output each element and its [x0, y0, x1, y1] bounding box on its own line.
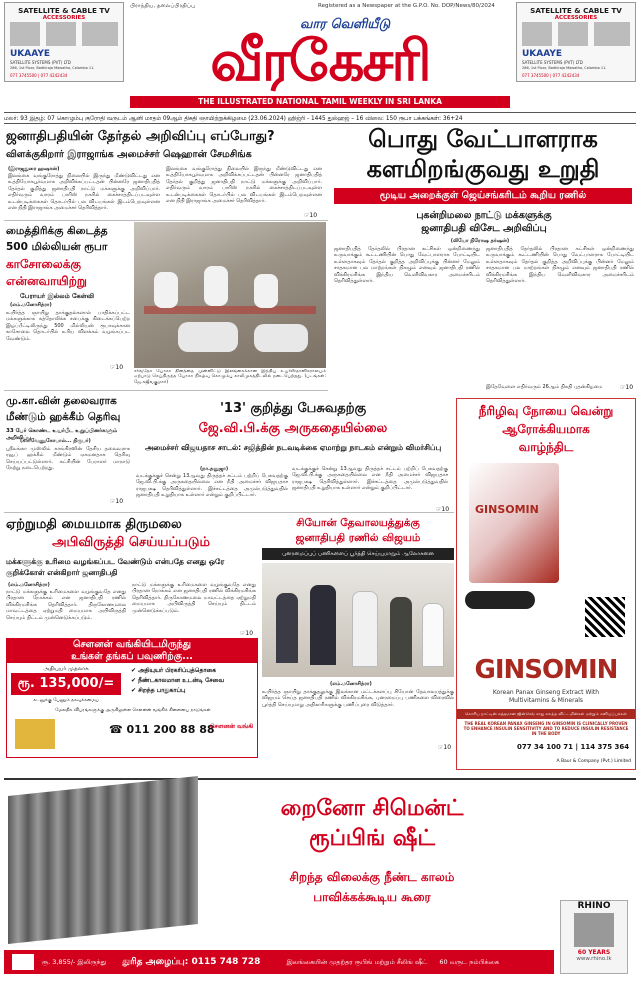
ad-pawning[interactable]	[6, 638, 258, 758]
story5-subhead: 33 பேர் கொண்ட உயர்பீட உறுப்பினர்களும் அறிவிப்பு	[6, 428, 118, 441]
story5-byline: (கார்வேணுகோபால்... நிருபர்)	[20, 438, 91, 444]
masthead-title: வீரகேசரி	[210, 29, 430, 94]
ad-title: SATELLITE & CABLE TV	[18, 6, 110, 15]
story5-body: ஸ்ரீலங்கா முஸ்லிம் காங்கிரஸின் தேசிய தலைவராக ரவூப் ஹக்கீம் மீண்டும் ஏகமனதாக தெரிவு செய்யப்பட்டுள்ளார். கட்சியின் பேராளர் மாநாடு நேற்று நடைபெற்றது.	[6, 446, 130, 472]
ad-satellite-right[interactable]	[516, 2, 636, 82]
story1-subhead: விளக்குகிறார் இராஜாங்க அமைச்சர் ஷெஹான் சேமசிங்க	[6, 149, 252, 160]
story4-footer: இதேவேளை எதிர்வரும் 26ஆம் திகதி புதன்கிழமை	[486, 384, 603, 390]
product-image	[82, 22, 118, 46]
product-image	[46, 22, 76, 46]
rhino-icon	[574, 913, 614, 947]
story6-subhead: அமைச்சர் விஜயதாச சாடல்: சஜித்தின் நடவடிக்கை ஏமாற்று நாடகம் என்றும் விமர்சிப்பு	[144, 443, 442, 452]
ad-ginsomin-brand: GINSOMIN	[474, 655, 618, 685]
story3-headline-line2[interactable]: 500 மில்லியன் ரூபா	[6, 241, 108, 253]
ad-pawning-hotline[interactable]: ☎ 011 200 88 88	[109, 723, 215, 736]
divider	[4, 220, 328, 221]
ad-ginsomin-distributor: A Baur & Company (Pvt.) Limited	[556, 759, 631, 764]
ad-address: 286, 1st Floor, Bodhiraja Mawatha, Colombo 11.	[522, 66, 607, 70]
story5-headline-line2[interactable]: மீண்டும் ஹக்கீம் தெரிவு	[6, 411, 121, 423]
story6-jump[interactable]: ☞10	[436, 506, 450, 513]
capsule-image	[465, 591, 535, 609]
story1-headline[interactable]: ஜனாதிபதியின் தேர்தல் அறிவிப்பு எப்போது?	[6, 129, 275, 144]
dateline: மலர்: 93 இதழ்: 07 கொழும்பு குரோதி வருடம் ஆனி மாதம் 09ஆம் திகதி ஞாயிற்றுக்கிழமை (23.06.2024) ஹிஜ்ரி - 1445 துல்ஹஜ் – 16 விலை: 150 ரூபா பக்கங்கள்: 36+24	[4, 112, 636, 124]
story1-body-col2: இலங்கை வங்குரோத்து நிலையில் இருந்து மீண்டுவிட்டது என உத்தியோகபூர்வமாக அறிவிக்கப்பட்டதன் பின்னரே ஜனாதிபதித் தேர்தல் குறித்து ஜனாதிபதி நாட்டு மக்களுக்கு அறிவிப்பார். எதிர்வரும் வாரம் பாரிஸ் நகரில் கைச்சாத்திடப்படவுள்ள உடன்படிக்கைகள் தொடர்பில் பல விடயங்கள் இடம்பெறவுள்ளன என நிதி இராஜாங்க அமைச்சர் தெரிவித்தார்.	[166, 166, 322, 205]
photo-caption: சர்வதேச யோகா தினத்தை முன்னிட்டு இலங்கைக்கான இந்திய உயர்ஸ்தானிகராலயம் ஏற்பாடு செய்திருந்த யோகா நிகழ்வு கொழும்பு காலிமுகத்திடலில் நடைபெற்றது. (படங்கள்: ஜே.சுஜீவகுமார்)	[134, 369, 326, 385]
story4-headline-line2[interactable]: ஜனாதிபதி விசேட அறிவிப்பு	[421, 223, 547, 234]
ad-subtitle: ACCESSORIES	[554, 15, 598, 21]
story5-headline-line1[interactable]: மு.கா.வின் தலைவராக	[6, 395, 117, 407]
product-box-image: GINSOMIN	[469, 463, 559, 583]
ad-pawning-header: சௌனன் வங்கியிடமிருந்து உங்கள் தங்கப் பவுணிற்கு...	[7, 639, 257, 663]
ad-pawning-brand: சௌனன் வங்கி	[209, 723, 253, 730]
story3-jump[interactable]: ☞10	[110, 364, 124, 371]
award-logo	[15, 719, 55, 749]
lead-subhead: மூடிய அறைக்குள் ஜெய்சங்கரிடம் கூறிய ரணில்	[334, 188, 632, 204]
story4-byline: (லியோ நிரோஷ தர்ஷன்)	[450, 238, 510, 244]
story4-headline-line1[interactable]: புகன்றிமலை நாட்டு மக்களுக்கு	[416, 210, 552, 221]
story3-reporter: (எம்.மனோசித்ரா)	[10, 302, 52, 308]
ad-ginsomin-phone: 077 34 100 71 | 114 375 364	[517, 743, 630, 751]
story7-body-col2: நாட்டு மக்களுக்கு உரிமைகளை வழங்குவதே எனது பிரதான நோக்கம் என ஜனாதிபதி ரணில் விக்கிரமசிங்க தெரிவித்தார். திருகோணமலை மாவட்டத்தை ஏற்றுமதி மையமாக அபிவிருத்தி செய்யும் திட்டம் முன்னெடுக்கப்படும்.	[132, 582, 256, 614]
roofing-sheet-image	[8, 776, 198, 944]
product-image	[522, 22, 552, 46]
story7-jump[interactable]: ☞10	[240, 630, 254, 637]
story7-headline-line2[interactable]: அபிவிருத்தி செய்யப்படும்	[52, 535, 210, 550]
story4-jump[interactable]: ☞10	[620, 384, 634, 391]
story8-headline-line2[interactable]: ஜனாதிபதி ரணில் விஜயம்	[295, 532, 421, 544]
ad-phone: 077 3745500 | 077 4242434	[10, 73, 68, 78]
ad-ginsomin-line1: நீரிழிவு நோயை வென்று	[478, 404, 614, 418]
masthead-tag-left: பிராந்திய, தலைப்பிரதிப்பு	[130, 3, 195, 9]
story3-byline: பேராயர் இல்லம் கேள்வி	[20, 292, 95, 300]
lead-headline-line1[interactable]: பொது வேட்பாளராக	[368, 125, 598, 153]
masthead-subtitle: THE ILLUSTRATED NATIONAL TAMIL WEEKLY IN SRI LANKA	[130, 96, 510, 108]
ad-pawning-price: ரூ. 135,000/=	[11, 673, 121, 695]
ad-ginsomin[interactable]	[456, 398, 636, 770]
story7-body: நாட்டு மக்களுக்கு உரிமைகளை வழங்குவதே எனது பிரதான நோக்கம் என ஜனாதிபதி ரணில் விக்கிரமசிங்க தெரிவித்தார். திருகோணமலை மாவட்டத்தை ஏற்றுமதி மையமாக அபிவிருத்தி செய்யும் திட்டம் முன்னெடுக்கப்படும்.	[6, 589, 126, 621]
ad-company: SATELLITE SYSTEMS (PVT) LTD	[10, 60, 71, 65]
ad-rhino-footer-bar: ரூ. 3,855/- இலிருந்து துரித அழைப்பு: 0115 748 728 இலங்கையின் முதற்தர ரூபிங் மற்றும் சீலிங் ஷீட் 60 வருட நம்பிக்கை	[4, 950, 554, 974]
story1-byline: (இராஜதுரை ஹஷான்)	[8, 166, 60, 172]
story3-body: உயிர்த்த ஞாயிறு தாக்குதல்களால் பாதிக்கப்பட்ட மக்களுக்காக கத்தோலிக்க சபைக்கு கிடைக்கப்பெற்ற இழப்பீட்டிலிருந்து 500 மில்லியன் ரூபாவுக்கான காசோலை தொடர்பில் உரிய விளக்கம் வழங்கப்பட வேண்டும்.	[6, 310, 130, 342]
story3-headline-line1[interactable]: மைத்திரிக்கு கிடைத்த	[6, 225, 108, 237]
ad-ginsomin-desc-en: THE REAL KOREAN PANAX GINSENG IN GINSOMIN IS CLINICALLY PROVEN TO ENHANCE INSULIN SENSITIVITY AND TO REDUCE INSULIN RESISTANCE IN THE BODY	[463, 721, 629, 736]
ad-phone: 077 3745500 | 077 4242434	[522, 73, 580, 78]
product-image	[558, 22, 588, 46]
ad-rhino[interactable]	[4, 778, 636, 982]
story1-body: இலங்கை வங்குரோத்து நிலையில் இருந்து மீண்டுவிட்டது என உத்தியோகபூர்வமாக அறிவிக்கப்பட்டதன் பின்னரே ஜனாதிபதித் தேர்தல் குறித்து ஜனாதிபதி நாட்டு மக்களுக்கு அறிவிப்பார். எதிர்வரும் வாரம் பாரிஸ் நகரில் கைச்சாத்திடப்படவுள்ள உடன்படிக்கைகள் தொடர்பில் பல விடயங்கள் இடம்பெறவுள்ளன என நிதி இராஜாங்க அமைச்சர் தெரிவித்தார்.	[8, 173, 160, 212]
ad-ginsomin-tagline: Korean Panax Ginseng Extract With Multivitamins & Minerals	[492, 689, 600, 704]
story4-body-col2: ஜனாதிபதித் தேர்தலில் பிரதான கட்சிகள் ஒன்றிணைந்து உருவாக்கும் கூட்டணியின் பொது வேட்பாளராக போட்டியிட உள்ளதாகவும் தேர்தல் குறித்த அறிவிப்புக்கு பின்னர் மேலும் சாதகமான பல மாற்றங்கள் நிகழும் எனவும் ஜனாதிபதி ரணில் விக்கிரமசிங்க இந்திய வெளிவிவகார அமைச்சரிடம் தெரிவித்துள்ளார்.	[486, 246, 634, 285]
church-visit-photo	[262, 563, 454, 677]
story8-headline-line1[interactable]: சியோன் தேவாலயத்துக்கு	[296, 517, 420, 529]
weekend-label: வார வெளியீடு	[300, 17, 391, 32]
ad-brand: UKAAYE	[10, 49, 51, 59]
ad-subtitle: ACCESSORIES	[42, 15, 86, 21]
masthead-registration: Registered as a Newspaper at the G.P.O. No. DOP/News/80/2024	[318, 3, 495, 9]
story6-headline-line1[interactable]: '13' குறித்து பேசுவதற்கு	[219, 401, 367, 416]
divider	[4, 512, 454, 513]
story8-body: உயிர்த்த ஞாயிறு தாக்குதலுக்கு இலக்கான மட்டக்களப்பு சியோன் தேவாலயத்துக்கு விஜயம் செய்த ஜனாதிபதி ரணில் விக்கிரமசிங்க, புனரமைப்பு பணிகளை விரைவில் பூர்த்தி செய்யுமாறு அதிகாரிகளுக்கு பணிப்புரை விடுத்தார்.	[262, 689, 454, 708]
story6-byline: (நா.தனுஜா)	[200, 466, 229, 472]
story8-byline: (எம்.மனோசித்ரா)	[330, 681, 372, 687]
ad-ginsomin-desc-ta: கொரிய நாட்டின் சுத்தமான ஜின்செங் சாறு கலந்த விட்டமின்கள் மற்றும் கனியுப்புக்கள்	[457, 709, 635, 719]
product-image	[594, 22, 630, 46]
ad-pawning-bullet3: ✔ சிறந்த பாதுகாப்பு	[131, 687, 186, 694]
ad-rhino-line4: பாவிக்கக்கூடிய கூரை	[313, 890, 431, 904]
ad-rhino-line2: ரூப்பிங் ஷீட்	[308, 826, 436, 851]
story7-byline: (எம்.மனோசித்ரா)	[8, 582, 50, 588]
story1-jump[interactable]: ☞10	[304, 212, 318, 219]
story5-jump[interactable]: ☞10	[110, 498, 124, 505]
ad-pawning-price-label: அதியுயர் முதலாக	[43, 666, 89, 672]
ad-rhino-line3: சிறந்த விலைக்கு நீண்ட காலம்	[289, 870, 455, 884]
story7-headline-line1[interactable]: ஏற்றுமதி மையமாக திருமலை	[6, 517, 182, 532]
lead-headline-line2[interactable]: களமிறங்குவது உறுதி	[366, 155, 600, 183]
yoga-photo	[134, 222, 326, 368]
ad-title: SATELLITE & CABLE TV	[530, 6, 622, 15]
ad-rhino-line1: றைனோ சிமென்ட்	[280, 796, 464, 821]
divider	[4, 390, 328, 391]
story4-body: ஜனாதிபதித் தேர்தலில் பிரதான கட்சிகள் ஒன்றிணைந்து உருவாக்கும் கூட்டணியின் பொது வேட்பாளராக போட்டியிட உள்ளதாகவும் தேர்தல் குறித்த அறிவிப்புக்கு பின்னர் மேலும் சாதகமான பல மாற்றங்கள் நிகழும் எனவும் ஜனாதிபதி ரணில் விக்கிரமசிங்க இந்திய வெளிவிவகார அமைச்சரிடம் தெரிவித்துள்ளார்.	[334, 246, 480, 285]
product-image	[10, 22, 40, 46]
sls-mark-icon	[12, 954, 34, 970]
story6-body: வடக்குக்குச் சென்று 13ஆவது திருத்தச் சட்டம் பற்றிப் பேசுவதற்கு ஜே.வி.பி.க்கு அருகதையில்லை என நீதி அமைச்சர் விஜயதாச ராஜபக்ஷ தெரிவித்துள்ளார். இச்சட்டத்தை அமுல்படுத்துவதில் ஜனாதிபதி உறுதியாக உள்ளார் என்றும் குறிப்பிட்டார்.	[136, 473, 288, 499]
ad-pawning-bullet1: ✔ அதியுயர் பிரகரிப்புத்தொகை	[131, 667, 217, 674]
ad-pawning-note: கடனுக்கு பேணும் தகவுக்கமைய	[33, 698, 99, 703]
story8-jump[interactable]: ☞10	[438, 744, 452, 751]
story7-subhead: மக்களுக்கு உரிமை வழங்கப்பட வேண்டும் என்பதே எனது ஒரே குறிக்கோள் என்கிறார் ஜனாதிபதி	[6, 557, 225, 577]
story3-headline-line3[interactable]: காசோலைக்கு	[6, 257, 81, 271]
ad-satellite-left[interactable]	[4, 2, 124, 82]
story3-headline-line4[interactable]: என்னவாயிற்று	[6, 274, 87, 288]
ad-brand: UKAAYE	[522, 49, 563, 59]
story6-headline-line2[interactable]: ஜே.வி.பி.க்கு அருகதையில்லை	[198, 421, 388, 436]
ad-address: 286, 1st Floor, Bodhiraja Mawatha, Colombo 11.	[10, 66, 95, 70]
ad-ginsomin-line2: ஆரோக்கியமாக	[502, 422, 590, 436]
story8-subhead: புனரமைப்புப் பணிகளைப் பூர்த்தி செய்யுமாறும் ஆலோசனை	[262, 548, 454, 560]
story6-body-col2: வடக்குக்குச் சென்று 13ஆவது திருத்தச் சட்டம் பற்றிப் பேசுவதற்கு ஜே.வி.பி.க்கு அருகதையில்லை என நீதி அமைச்சர் விஜயதாச ராஜபக்ஷ தெரிவித்துள்ளார். இச்சட்டத்தை அமுல்படுத்துவதில் ஜனாதிபதி உறுதியாக உள்ளார் என்றும் குறிப்பிட்டார்.	[292, 466, 448, 492]
ad-pawning-footer: மேலதிக விபரங்களுக்கு அருகிலுள்ள சௌனன் வங்கிக் கிளையை நாடுங்கள்	[55, 708, 211, 713]
qr-code-icon[interactable]	[585, 597, 625, 637]
rhino-logo: RHINO 60 YEARS www.rhino.lk	[560, 900, 628, 974]
ad-company: SATELLITE SYSTEMS (PVT) LTD	[522, 60, 583, 65]
ad-ginsomin-line3: வாழ்ந்திட	[518, 440, 574, 454]
ad-pawning-bullet2: ✔ நீண்டகாலமான உடன்டி சேவை	[131, 677, 225, 684]
